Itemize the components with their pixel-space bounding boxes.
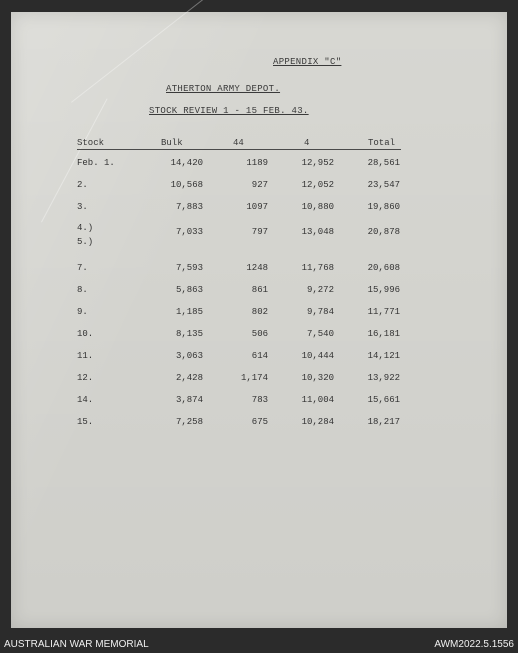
table-row [11, 285, 507, 299]
stock-cell: 15. [77, 417, 94, 427]
col-44-cell: 506 [251, 329, 268, 339]
total-cell: 19,860 [367, 202, 400, 212]
header-rule [77, 149, 401, 150]
col-4-cell: 12,952 [301, 158, 334, 168]
bulk-cell: 10,568 [170, 180, 203, 190]
stock-cell: 3. [77, 202, 88, 212]
col-4-cell: 10,444 [301, 351, 334, 361]
bulk-cell: 1,185 [175, 307, 203, 317]
institution-label: AUSTRALIAN WAR MEMORIAL [4, 639, 149, 650]
total-cell: 23,547 [367, 180, 400, 190]
total-cell: 13,922 [367, 373, 400, 383]
column-header-44: 44 [233, 138, 244, 148]
col-44-cell: 861 [251, 285, 268, 295]
total-cell: 15,996 [367, 285, 400, 295]
stock-cell: Feb. 1. [77, 158, 115, 168]
table-row [11, 307, 507, 321]
document-title: ATHERTON ARMY DEPOT. [166, 84, 281, 94]
total-cell: 20,608 [367, 263, 400, 273]
bulk-cell: 3,874 [175, 395, 203, 405]
table-row [11, 395, 507, 409]
col-44-cell: 1248 [246, 263, 268, 273]
total-cell: 14,121 [367, 351, 400, 361]
stock-cell: 12. [77, 373, 94, 383]
col-4-cell: 10,320 [301, 373, 334, 383]
col-4-cell: 11,768 [301, 263, 334, 273]
document-subtitle: STOCK REVIEW 1 - 15 FEB. 43. [149, 106, 309, 116]
bulk-cell: 7,883 [175, 202, 203, 212]
bulk-cell: 3,063 [175, 351, 203, 361]
col-44-cell: 1097 [246, 202, 268, 212]
footer-bar [0, 634, 518, 653]
accession-number: AWM2022.5.1556 [434, 639, 514, 650]
column-header-bulk: Bulk [161, 138, 183, 148]
total-cell: 28,561 [367, 158, 400, 168]
bulk-cell: 2,428 [175, 373, 203, 383]
stock-cell: 10. [77, 329, 94, 339]
table-row [11, 329, 507, 343]
col-4-cell: 12,052 [301, 180, 334, 190]
col-44-cell: 675 [251, 417, 268, 427]
column-header-total: Total [368, 138, 396, 148]
stock-cell: 9. [77, 307, 88, 317]
table-row [11, 158, 507, 172]
col-44-cell: 783 [251, 395, 268, 405]
total-cell: 11,771 [367, 307, 400, 317]
stock-cell: 8. [77, 285, 88, 295]
stock-cell: 2. [77, 180, 88, 190]
table-row [11, 373, 507, 387]
table-row [11, 180, 507, 194]
bulk-cell: 7,258 [175, 417, 203, 427]
table-row [11, 417, 507, 431]
table-row [11, 351, 507, 365]
appendix-label: APPENDIX "C" [273, 57, 342, 67]
bulk-cell: 7,593 [175, 263, 203, 273]
col-4-cell: 11,004 [301, 395, 334, 405]
bulk-cell: 7,033 [175, 227, 203, 237]
total-cell: 15,661 [367, 395, 400, 405]
table-row [11, 202, 507, 216]
bulk-cell: 14,420 [170, 158, 203, 168]
bulk-cell: 5,863 [175, 285, 203, 295]
col-44-cell: 1189 [246, 158, 268, 168]
col-44-cell: 1,174 [240, 373, 268, 383]
col-4-cell: 9,784 [306, 307, 334, 317]
stock-cell: 4.) 5.) [77, 223, 94, 247]
col-4-cell: 9,272 [306, 285, 334, 295]
col-4-cell: 13,048 [301, 227, 334, 237]
col-4-cell: 10,284 [301, 417, 334, 427]
col-44-cell: 927 [251, 180, 268, 190]
stock-cell: 14. [77, 395, 94, 405]
stock-cell: 11. [77, 351, 94, 361]
table-row [11, 223, 507, 247]
document-page [11, 12, 507, 628]
col-4-cell: 7,540 [306, 329, 334, 339]
stock-cell: 7. [77, 263, 88, 273]
col-44-cell: 802 [251, 307, 268, 317]
column-header-4: 4 [304, 138, 310, 148]
total-cell: 20,878 [367, 227, 400, 237]
col-4-cell: 10,880 [301, 202, 334, 212]
column-header-stock: Stock [77, 138, 105, 148]
table-row [11, 263, 507, 277]
total-cell: 18,217 [367, 417, 400, 427]
bulk-cell: 8,135 [175, 329, 203, 339]
col-44-cell: 797 [251, 227, 268, 237]
total-cell: 16,181 [367, 329, 400, 339]
col-44-cell: 614 [251, 351, 268, 361]
